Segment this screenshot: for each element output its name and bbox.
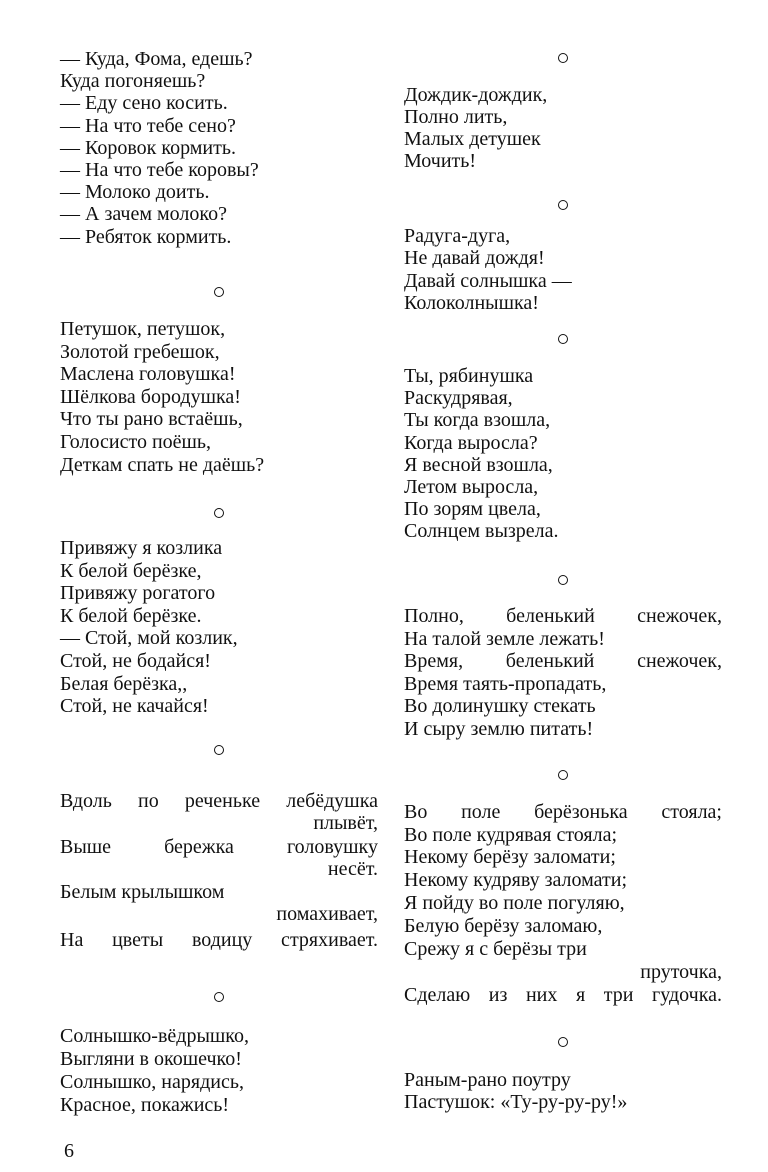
poem-line: Что ты рано встаёшь, [60, 408, 243, 431]
poem-line: Когда выросла? [404, 431, 538, 454]
poem-line: — А зачем молоко? [60, 203, 227, 226]
poem-line: Раскудрявая, [404, 387, 513, 410]
poem-line: На цветы водицу стряхивает. [60, 929, 378, 951]
poem-line: несёт. [327, 858, 378, 880]
poem-line: Деткам спать не даёшь? [60, 453, 265, 476]
poem-line: К белой берёзке. [60, 604, 202, 627]
poem-line: — Коровок кормить. [60, 136, 236, 159]
stanza-separator-circle-icon [558, 200, 568, 210]
poem-line: Выгляни в окошечко! [60, 1048, 242, 1070]
poem-line: Радуга-дуга, [404, 225, 511, 247]
poem-line: Малых детушек [404, 128, 541, 150]
poem-line: Некому кудряву заломати; [404, 869, 628, 891]
poem-line: плывёт, [313, 812, 378, 834]
poem-line: Я пойду во поле погуляю, [404, 892, 625, 914]
poem-line: Привяжу рогатого [60, 582, 216, 605]
poem-line: Белую берёзу заломаю, [404, 915, 603, 937]
page-number: 6 [64, 1140, 74, 1162]
poem-line: На талой земле лежать! [404, 627, 605, 650]
poem-line: Ты когда взошла, [404, 409, 551, 432]
poem-line: Стой, не качайся! [60, 695, 209, 718]
poem-line: Ты, рябинушка [404, 365, 534, 387]
poem-line: — На что тебе коровы? [60, 159, 259, 181]
stanza-separator-circle-icon [558, 575, 568, 585]
poem-line: — Стой, мой козлик, [60, 627, 238, 650]
poem-line: Мочить! [404, 150, 477, 172]
poem-line: Шёлкова бородушка! [60, 385, 241, 408]
poem-line: Во поле берёзонька стояла; [404, 801, 722, 823]
poem-line: Во долинушку стекать [404, 695, 596, 718]
poem-line: К белой берёзке, [60, 559, 202, 582]
poem-line: — Ребяток кормить. [60, 225, 232, 248]
poem-line: — Молоко доить. [60, 181, 210, 204]
poem-line: Золотой гребешок, [60, 340, 220, 363]
stanza-separator-circle-icon [558, 334, 568, 344]
poem-line: Некому берёзу заломати; [404, 846, 616, 868]
poem-line: Маслена головушка! [60, 363, 236, 386]
poem-line: Солнышко, нарядись, [60, 1071, 244, 1093]
poem-line: Стой, не бодайся! [60, 650, 211, 672]
stanza-separator-circle-icon [558, 1037, 568, 1047]
poem-line: Время таять-пропадать, [404, 672, 607, 695]
poem-line: Срежу я с берёзы три [404, 938, 587, 960]
stanza-separator-circle-icon [214, 992, 224, 1002]
stanza-separator-circle-icon [558, 770, 568, 780]
poem-line: Белым крылышком [60, 881, 225, 903]
poem-line: Во поле кудрявая стояла; [404, 824, 618, 846]
poem-line: Полно лить, [404, 106, 508, 128]
poem-line: Привяжу я козлика [60, 537, 223, 559]
poem-line: Белая берёзка,, [60, 672, 188, 695]
poem-line: Колоколнышка! [404, 291, 539, 314]
poem-line: — Куда, Фома, едешь? [60, 48, 253, 70]
poem-line: Вдоль по реченьке лебёдушка [60, 790, 378, 812]
poem-line: Раным-рано поутру [404, 1069, 571, 1091]
stanza-separator-circle-icon [214, 508, 224, 518]
poem-line: Пастушок: «Ту-ру-ру-ру!» [404, 1091, 628, 1113]
poem-line: — Еду сено косить. [60, 92, 228, 115]
poem-line: Куда погоняешь? [60, 70, 206, 93]
stanza-separator-circle-icon [558, 53, 568, 63]
poem-line: Солнцем вызрела. [404, 520, 559, 543]
poem-line: Время, беленький снежочек, [404, 650, 722, 673]
poem-line: Не давай дождя! [404, 247, 545, 270]
poem-line: Сделаю из них я три гудочка. [404, 984, 722, 1006]
poem-line: Солнышко-вёдрышко, [60, 1025, 249, 1047]
poem-line: помахивает, [276, 903, 378, 925]
poem-line: Летом выросла, [404, 476, 539, 498]
poem-line: — На что тебе сено? [60, 114, 236, 137]
poem-line: Выше бережка головушку [60, 836, 378, 858]
poem-line: Голосисто поёшь, [60, 431, 212, 453]
poem-line: И сыру землю питать! [404, 718, 594, 740]
poem-line: Петушок, петушок, [60, 318, 226, 340]
poem-line: Дождик-дождик, [404, 84, 548, 106]
poem-line: Полно, беленький снежочек, [404, 605, 722, 627]
stanza-separator-circle-icon [214, 287, 224, 297]
poem-line: Красное, покажись! [60, 1094, 230, 1116]
poem-line: Я весной взошла, [404, 453, 553, 476]
stanza-separator-circle-icon [214, 745, 224, 755]
poem-line: пруточка, [640, 961, 722, 983]
poem-line: Давай солнышка — [404, 269, 572, 292]
poem-line: По зорям цвела, [404, 498, 541, 521]
